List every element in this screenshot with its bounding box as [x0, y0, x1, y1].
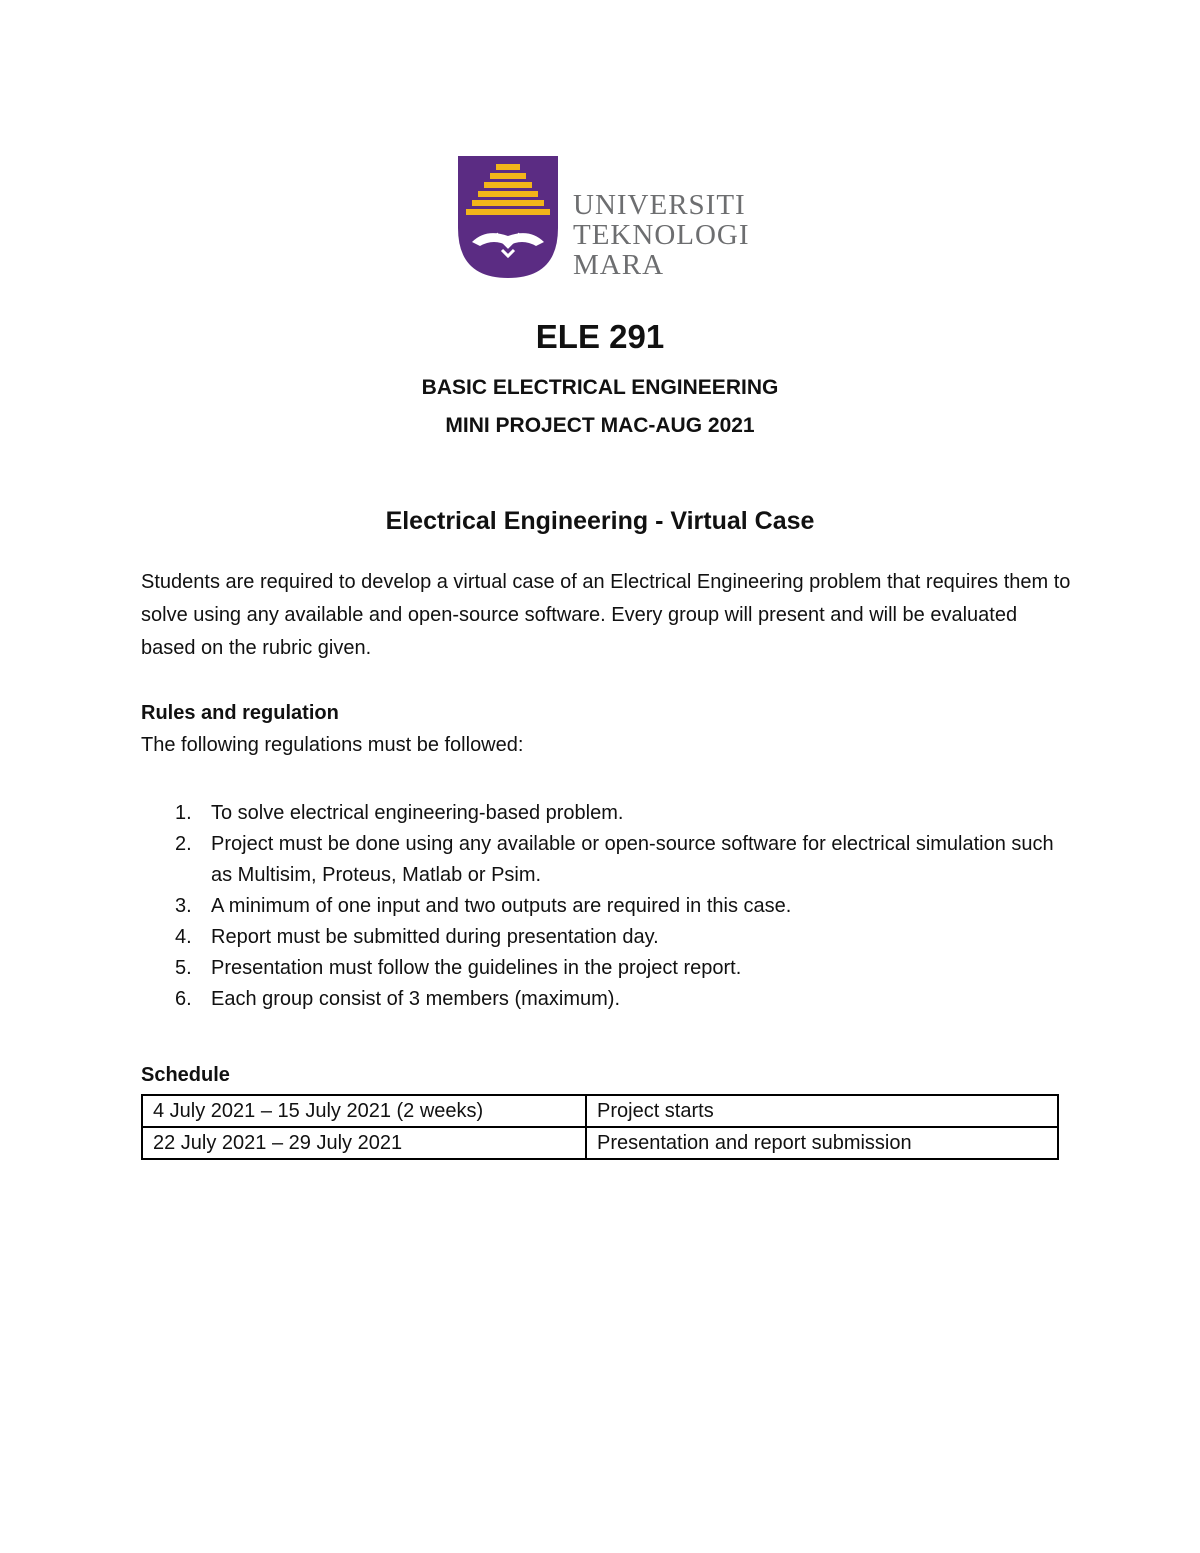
- rule-number: 1.: [175, 802, 192, 824]
- schedule-table: [141, 1094, 1059, 1160]
- rule-text: Project must be done using any available or open-source software for electrical simulation such as Multisim, Proteus, Matlab or Psim.: [211, 833, 1054, 886]
- schedule-heading: Schedule: [141, 1064, 230, 1086]
- rule-item: [141, 829, 1071, 891]
- course-code: ELE 291: [535, 318, 665, 355]
- rule-item: [141, 922, 1071, 953]
- rule-number: 4.: [175, 926, 192, 948]
- schedule-activity: Presentation and report submission: [586, 1127, 1058, 1159]
- schedule-activity: Project starts: [586, 1095, 1058, 1127]
- rules-list: [141, 798, 1071, 1015]
- rule-number: 6.: [175, 988, 192, 1010]
- logo-name-line-1: UNIVERSITI: [573, 189, 746, 221]
- rule-item: [141, 891, 1071, 922]
- rule-item: [141, 953, 1071, 984]
- case-title: Electrical Engineering - Virtual Case: [385, 507, 815, 535]
- rule-item: [141, 984, 1071, 1015]
- university-logo: [456, 150, 756, 280]
- table-row: [142, 1095, 1058, 1127]
- rule-text: Report must be submitted during presentation day.: [211, 926, 659, 948]
- rule-text: A minimum of one input and two outputs are required in this case.: [211, 895, 792, 917]
- intro-paragraph: Students are required to develop a virtual case of an Electrical Engineering problem that requires them to solve using any available and open-source software. Every group will present and will be evaluated based on the rubric given.: [141, 571, 1071, 659]
- table-row: [142, 1127, 1058, 1159]
- rules-heading: Rules and regulation: [141, 702, 339, 724]
- rule-number: 3.: [175, 895, 192, 917]
- rule-number: 5.: [175, 957, 192, 979]
- rule-text: To solve electrical engineering-based problem.: [211, 802, 624, 824]
- schedule-period: 22 July 2021 – 29 July 2021: [142, 1127, 586, 1159]
- logo-wordmark: [573, 190, 750, 280]
- rule-item: [141, 798, 1071, 829]
- course-name: BASIC ELECTRICAL ENGINEERING: [421, 376, 779, 399]
- schedule-period: 4 July 2021 – 15 July 2021 (2 weeks): [142, 1095, 586, 1127]
- logo-name-line-2: TEKNOLOGI: [573, 219, 750, 251]
- crest-icon: [456, 150, 566, 280]
- rule-text: Presentation must follow the guidelines in the project report.: [211, 957, 742, 979]
- rule-number: 2.: [175, 833, 192, 855]
- rules-lead: The following regulations must be followed:: [141, 734, 524, 756]
- logo-name-line-3: MARA: [573, 249, 665, 281]
- project-line: MINI PROJECT MAC-AUG 2021: [445, 414, 755, 437]
- rule-text: Each group consist of 3 members (maximum).: [211, 988, 621, 1010]
